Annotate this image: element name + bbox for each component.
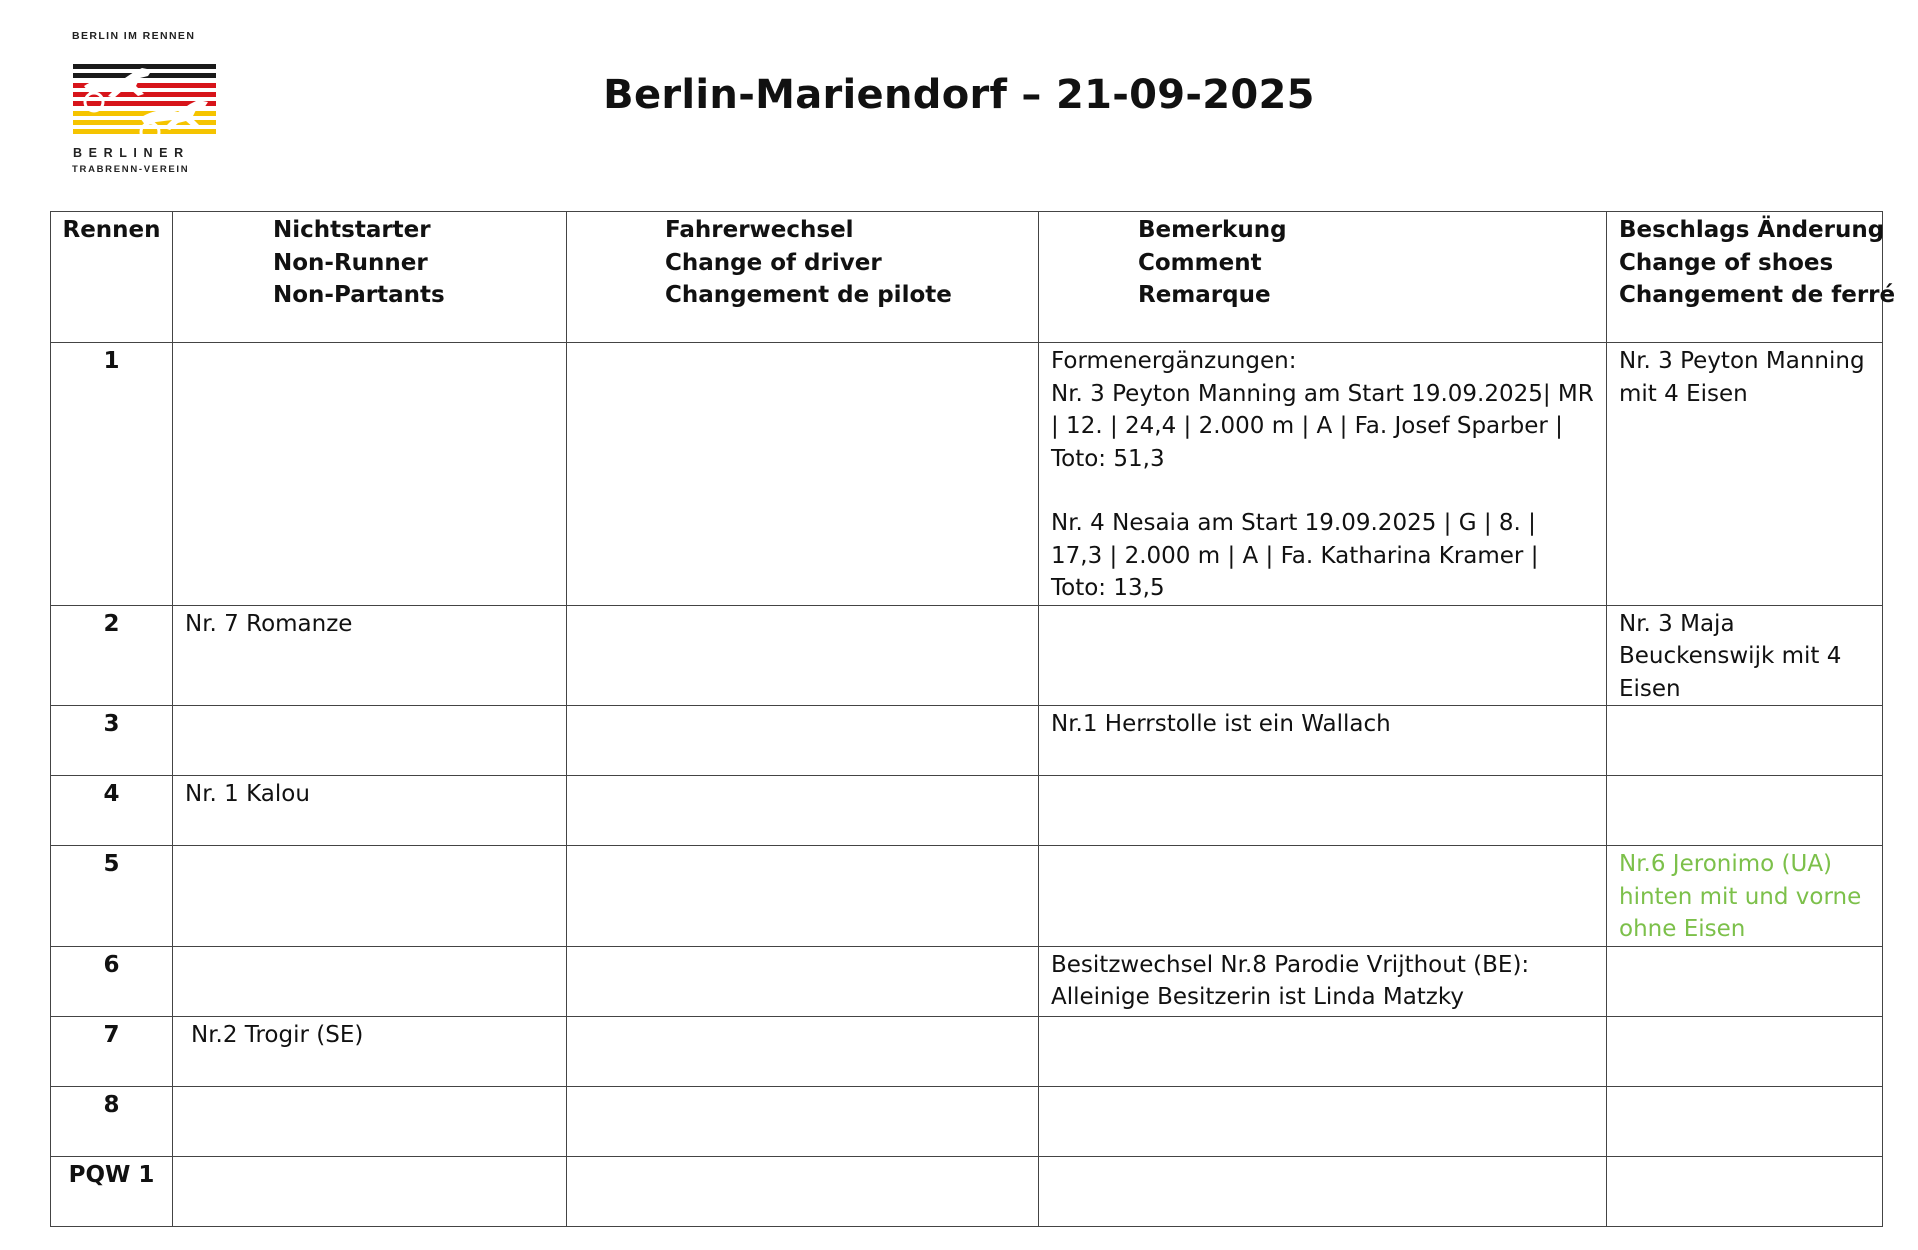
race-number: 8: [103, 1091, 120, 1118]
nonrunner-cell: [173, 343, 566, 345]
shoes-cell: [1607, 947, 1882, 949]
comment-cell: Nr.1 Herrstolle ist ein Wallach: [1051, 711, 1391, 737]
driver-change-cell: [567, 343, 1038, 345]
header-driver: [567, 212, 1039, 343]
nonrunner-cell: [173, 1087, 566, 1089]
page-title: Berlin-Mariendorf – 21-09-2025: [603, 72, 1315, 118]
header-nonrunner-en: Non-Runner: [273, 249, 428, 276]
shoes-cell: [1607, 1157, 1882, 1159]
header-comment: [1039, 212, 1607, 343]
shoes-cell: [1607, 1017, 1882, 1019]
header-driver-fr: Changement de pilote: [665, 282, 952, 308]
driver-change-cell: [567, 776, 1038, 778]
table-row: [51, 1086, 1883, 1156]
logo-top-text: BERLIN IM RENNEN: [72, 30, 196, 42]
comment-cell: [1039, 1017, 1606, 1019]
nonrunner-cell: [173, 846, 566, 848]
table-row: [51, 1156, 1883, 1226]
header-shoes-fr: Changement de ferré: [1619, 282, 1896, 308]
comment-cell: [1039, 776, 1606, 778]
shoes-cell: [1607, 1087, 1882, 1089]
shoes-cell: Nr.6 Jeronimo (UA) hinten mit und vorne ohne Eisen: [1619, 851, 1862, 942]
comment-cell-part-2: Nr. 4 Nesaia am Start 19.09.2025 | G | 8. | 17,3 | 2.000 m | A | Fa. Katharina Kramer | Toto: 13,5: [1051, 510, 1539, 601]
table-row: [51, 343, 1883, 606]
header-race: [51, 212, 173, 343]
logo-middle-text: BERLINER: [73, 146, 190, 160]
race-number: 5: [103, 851, 120, 877]
driver-change-cell: [567, 1087, 1038, 1089]
header-shoes: [1607, 212, 1896, 343]
shoes-cell: [1607, 776, 1882, 778]
header-comment-fr: Remarque: [1138, 282, 1271, 308]
comment-cell: [1039, 606, 1606, 608]
nonrunner-cell: Nr. 1 Kalou: [185, 781, 310, 807]
table-row: [51, 846, 1883, 947]
header-race-label: Rennen: [62, 217, 161, 243]
nonrunner-cell: [173, 706, 566, 708]
table-row: [51, 1016, 1883, 1086]
race-number: 3: [103, 711, 120, 737]
race-number: 4: [103, 781, 120, 807]
header-driver-en: Change of driver: [665, 249, 882, 276]
header-comment-de: Bemerkung: [1138, 217, 1287, 243]
header-comment-en: Comment: [1138, 249, 1262, 276]
comment-cell: Besitzwechsel Nr.8 Parodie Vrijthout (BE): Alleinige Besitzerin ist Linda Matzky: [1051, 951, 1530, 1010]
nonrunner-cell: Nr.2 Trogir (SE): [191, 1021, 364, 1048]
comment-cell-part-1: Formenergänzungen: Nr. 3 Peyton Manning am Start 19.09.2025| MR | 12. | 24,4 | 2.000 m | A | Fa. Josef Sparber | Toto: 51,3: [1051, 348, 1594, 472]
nonrunner-cell: [173, 947, 566, 949]
header-shoes-de: Beschlags Änderung: [1619, 217, 1885, 243]
header-row: [51, 212, 1883, 343]
comment-cell: [1039, 846, 1606, 848]
shoes-cell: [1607, 706, 1882, 708]
nonrunner-cell: Nr. 7 Romanze: [185, 610, 353, 637]
race-number: 6: [103, 951, 120, 978]
comment-cell: [1039, 1087, 1606, 1089]
race-number: PQW 1: [68, 1161, 155, 1188]
header-nonrunner-de: Nichtstarter: [273, 217, 431, 243]
race-number: 2: [103, 610, 120, 637]
logo-bottom-text: TRABRENN-VEREIN: [72, 164, 190, 175]
table-row: [51, 605, 1883, 706]
comment-cell: [1039, 1157, 1606, 1159]
shoes-cell: Nr. 3 Maja Beuckenswijk mit 4 Eisen: [1619, 610, 1842, 702]
table-row: [51, 706, 1883, 776]
table-row: [51, 776, 1883, 846]
table-row: [51, 946, 1883, 1016]
header-nonrunner: [173, 212, 567, 343]
driver-change-cell: [567, 947, 1038, 949]
driver-change-cell: [567, 1157, 1038, 1159]
driver-change-cell: [567, 606, 1038, 608]
header-shoes-en: Change of shoes: [1619, 249, 1834, 276]
nonrunner-cell: [173, 1157, 566, 1159]
race-number: 1: [103, 348, 120, 374]
header-driver-de: Fahrerwechsel: [665, 217, 854, 243]
race-number: 7: [103, 1021, 120, 1048]
driver-change-cell: [567, 1017, 1038, 1019]
changes-table: [50, 211, 1896, 1227]
header-nonrunner-fr: Non-Partants: [273, 282, 445, 308]
driver-change-cell: [567, 846, 1038, 848]
shoes-cell: Nr. 3 Peyton Manning mit 4 Eisen: [1619, 348, 1865, 407]
driver-change-cell: [567, 706, 1038, 708]
